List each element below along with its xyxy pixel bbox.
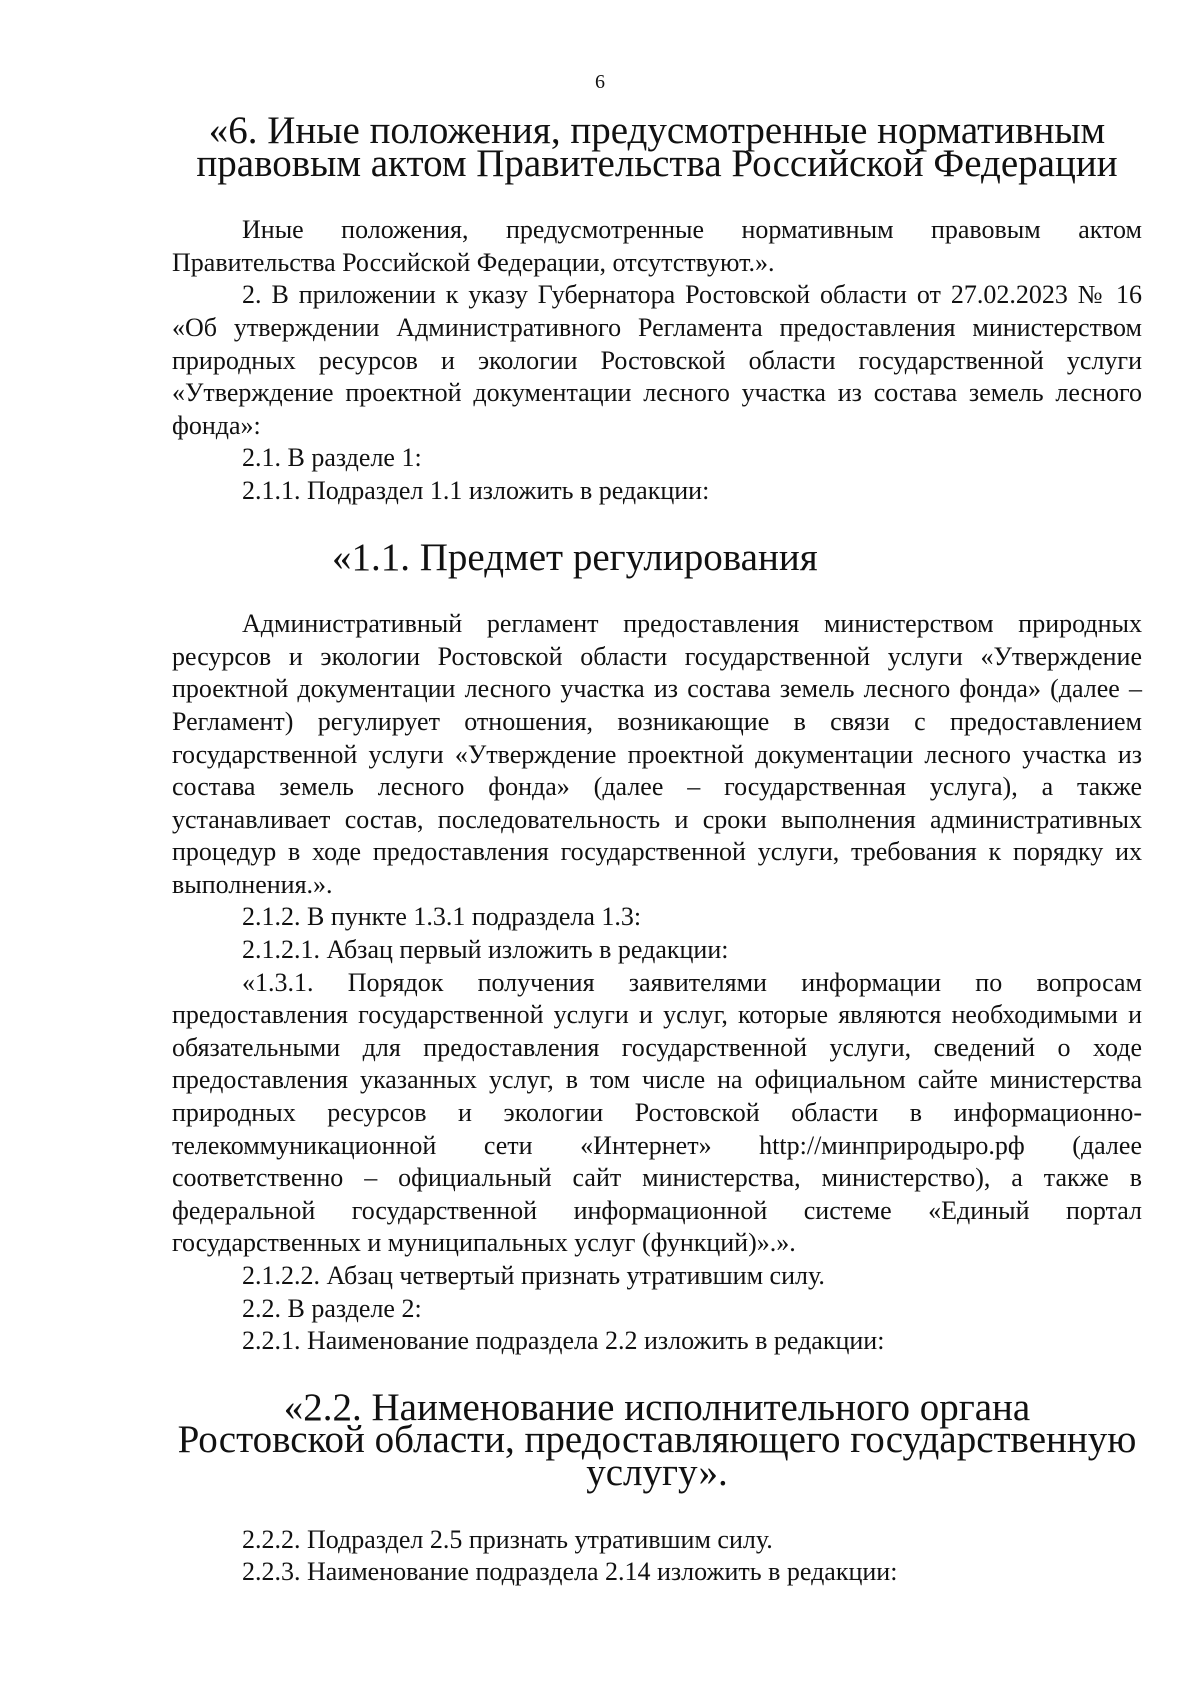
item-2-2-3: 2.2.3. Наименование подраздела 2.14 изложить в редакции: (242, 1557, 898, 1587)
document-body (172, 109, 1142, 1589)
item-2-1-1: 2.1.1. Подраздел 1.1 изложить в редакции: (242, 475, 710, 505)
page-number: 6 (595, 71, 605, 93)
item-2-1: 2.1. В разделе 1: (242, 443, 422, 473)
section-6-text: Иные положения, предусмотренные нормативным правовым актом Правительства Российской Федерации, отсутствуют.». (172, 215, 1142, 277)
subsection-2-2-heading-line2: Ростовской области, предоставляющего государственную услугу». (177, 1418, 1137, 1494)
point-1-3-1: «1.3.1. Порядок получения заявителями информации по вопросам предоставления государственной услуги и услуг, которые являются необходимыми и обязательными для предоставления государственной услуги, сведений о ходе предоставления указанных услуг, в том числе на официальном сайте министерства природных ресурсов и экологии Ростовской области в информационно-телекоммуникационной сети «Интернет» http://минприродыро.рф (далее соответственно – официальный сайт министерства, министерство), а также в федеральной государственной информационной системе «Единый портал государственных и муниципальных услуг (функций)».». (172, 967, 1142, 1258)
subsection-2-2-heading-line1: «2.2. Наименование исполнительного органа (283, 1385, 1031, 1429)
subsection-1-1-text: Административный регламент предоставления министерством природных ресурсов и экологии Ростовской области государственной услуги «Утверждение проектной документации лесного участка из состава земель лесного фонда» (далее – Регламент) регулирует отношения, возникающие в связи с предоставлением государственной услуги «Утверждение проектной документации лесного участка из состава земель лесного фонда» (далее – государственная услуга), а также устанавливает состав, последовательность и сроки выполнения административных процедур в ходе предоставления государственной услуги, требования к порядку их выполнения.». (172, 609, 1142, 899)
item-2-1-2-1: 2.1.2.1. Абзац первый изложить в редакции: (242, 935, 729, 965)
section-6-heading (172, 109, 1142, 185)
section-6-heading-line2: правовым актом Правительства Российской Федерации (196, 141, 1118, 185)
subsection-2-2-heading (172, 1385, 1142, 1494)
item-2-1-2-2: 2.1.2.2. Абзац четвертый признать утратившим силу. (242, 1261, 825, 1290)
item-2: 2. В приложении к указу Губернатора Ростовской области от 27.02.2023 № 16 «Об утверждении Административного Регламента предоставления министерством природных ресурсов и экологии Ростовской области государственной услуги «Утверждение проектной документации лесного участка из состава земель лесного фонда»: (172, 280, 1142, 440)
section-6-heading-line1: «6. Иные положения, предусмотренные нормативным (208, 109, 1106, 152)
item-2-2: 2.2. В разделе 2: (242, 1293, 422, 1323)
item-2-1-2: 2.1.2. В пункте 1.3.1 подраздела 1.3: (242, 902, 642, 932)
item-2-2-2: 2.2.2. Подраздел 2.5 признать утратившим силу. (242, 1524, 773, 1554)
item-2-2-1: 2.2.1. Наименование подраздела 2.2 изложить в редакции: (242, 1326, 885, 1356)
subsection-1-1-heading: «1.1. Предмет регулирования (332, 535, 818, 579)
